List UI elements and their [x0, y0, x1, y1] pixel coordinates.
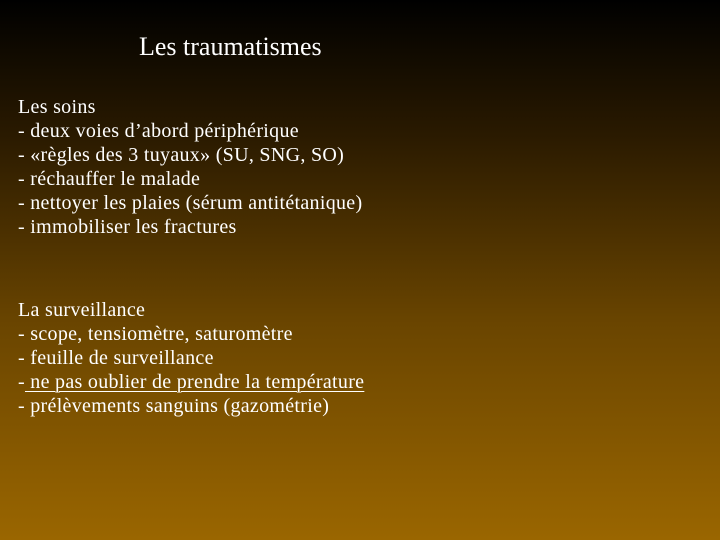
slide-title: Les traumatismes [139, 32, 322, 61]
underlined-text: ne pas oublier de prendre la température [24, 371, 365, 393]
soins-item: - nettoyer les plaies (sérum antitétanique) [18, 192, 363, 214]
surveillance-heading: La surveillance [18, 299, 146, 321]
soins-section [18, 95, 362, 239]
surveillance-section [18, 298, 364, 418]
surveillance-item: - feuille de surveillance [18, 347, 214, 369]
surveillance-item-temperature [18, 370, 364, 394]
soins-item: - immobiliser les fractures [18, 216, 237, 238]
soins-item: - «règles des 3 tuyaux» (SU, SNG, SO) [18, 144, 345, 166]
soins-item: - deux voies d’abord périphérique [18, 120, 299, 142]
surveillance-item: - prélèvements sanguins (gazométrie) [18, 395, 330, 417]
item-dash: - [18, 371, 25, 393]
surveillance-item: - scope, tensiomètre, saturomètre [18, 323, 293, 345]
soins-item: - réchauffer le malade [18, 168, 201, 190]
soins-heading: Les soins [18, 96, 96, 118]
